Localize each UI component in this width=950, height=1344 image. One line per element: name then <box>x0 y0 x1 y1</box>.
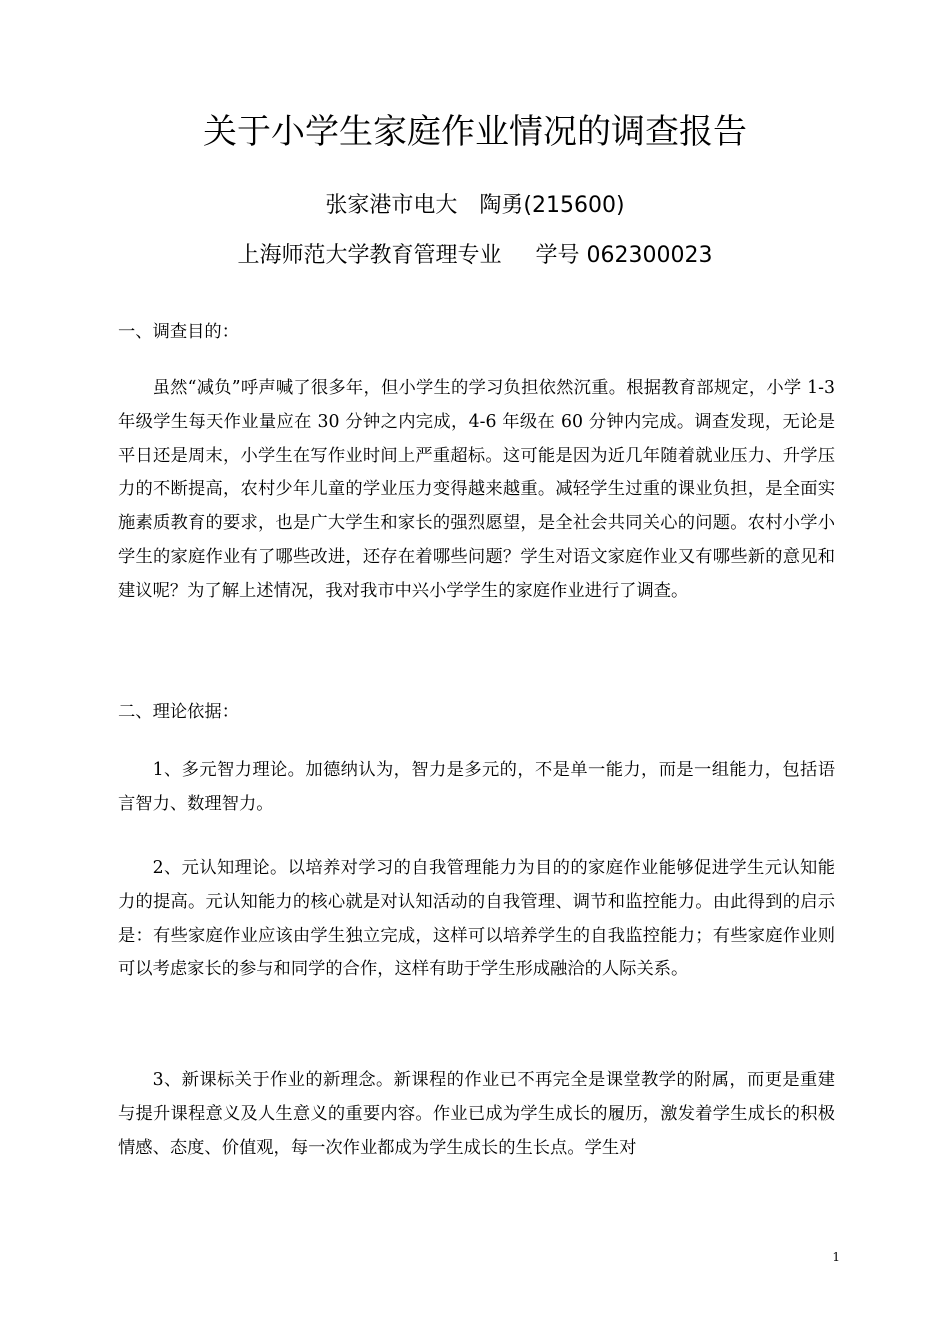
author-line <box>0 190 950 222</box>
section-heading-purpose: 一、调查目的： <box>118 322 239 342</box>
section-heading-theory: 二、理论依据： <box>118 702 239 722</box>
student-id: 学号 062300023 <box>535 243 713 268</box>
theory-paragraph-1: 1、多元智力理论。加德纳认为，智力是多元的，不是单一能力，而是一组能力，包括语言智力、数理智力。 <box>118 760 835 814</box>
page-number: 1 <box>832 1250 840 1264</box>
purpose-paragraph: 虽然“减负”呼声喊了很多年，但小学生的学习负担依然沉重。根据教育部规定，小学 1-3 年级学生每天作业量应在 30 分钟之内完成，4-6 年级在 60 分钟内完成。调查发现，无论是平日还是周末，小学生在写作业时间上严重超标。这可能是因为近几年随着就业压力、升学压力的不断提高，农村少年儿童的学业压力变得越来越重。减轻学生过重的课业负担，是全面实施素质教育的要求，也是广大学生和家长的强烈愿望，是全社会共同关心的问题。农村小学小学生的家庭作业有了哪些改进，还存在着哪些问题？学生对语文家庭作业又有哪些新的意见和建议呢？为了解上述情况，我对我市中兴小学学生的家庭作业进行了调查。 <box>118 378 835 601</box>
program-name: 上海师范大学教育管理专业 <box>237 243 502 268</box>
author-name: 陶勇(215600) <box>479 193 625 218</box>
theory-paragraph-2: 2、元认知理论。以培养对学习的自我管理能力为目的的家庭作业能够促进学生元认知能力的提高。元认知能力的核心就是对认知活动的自我管理、调节和监控能力。由此得到的启示是：有些家庭作业应该由学生独立完成，这样可以培养学生的自我监控能力；有些家庭作业则可以考虑家长的参与和同学的合作，这样有助于学生形成融洽的人际关系。 <box>118 858 835 980</box>
program-line <box>0 240 950 272</box>
document-title: 关于小学生家庭作业情况的调查报告 <box>203 112 747 152</box>
theory-paragraph-3: 3、新课标关于作业的新理念。新课程的作业已不再完全是课堂教学的附属，而更是重建与提升课程意义及人生意义的重要内容。作业已成为学生成长的履历，激发着学生成长的积极情感、态度、价值观，每一次作业都成为学生成长的生长点。学生对 <box>118 1070 835 1158</box>
author-institution: 张家港市电大 <box>325 193 458 218</box>
